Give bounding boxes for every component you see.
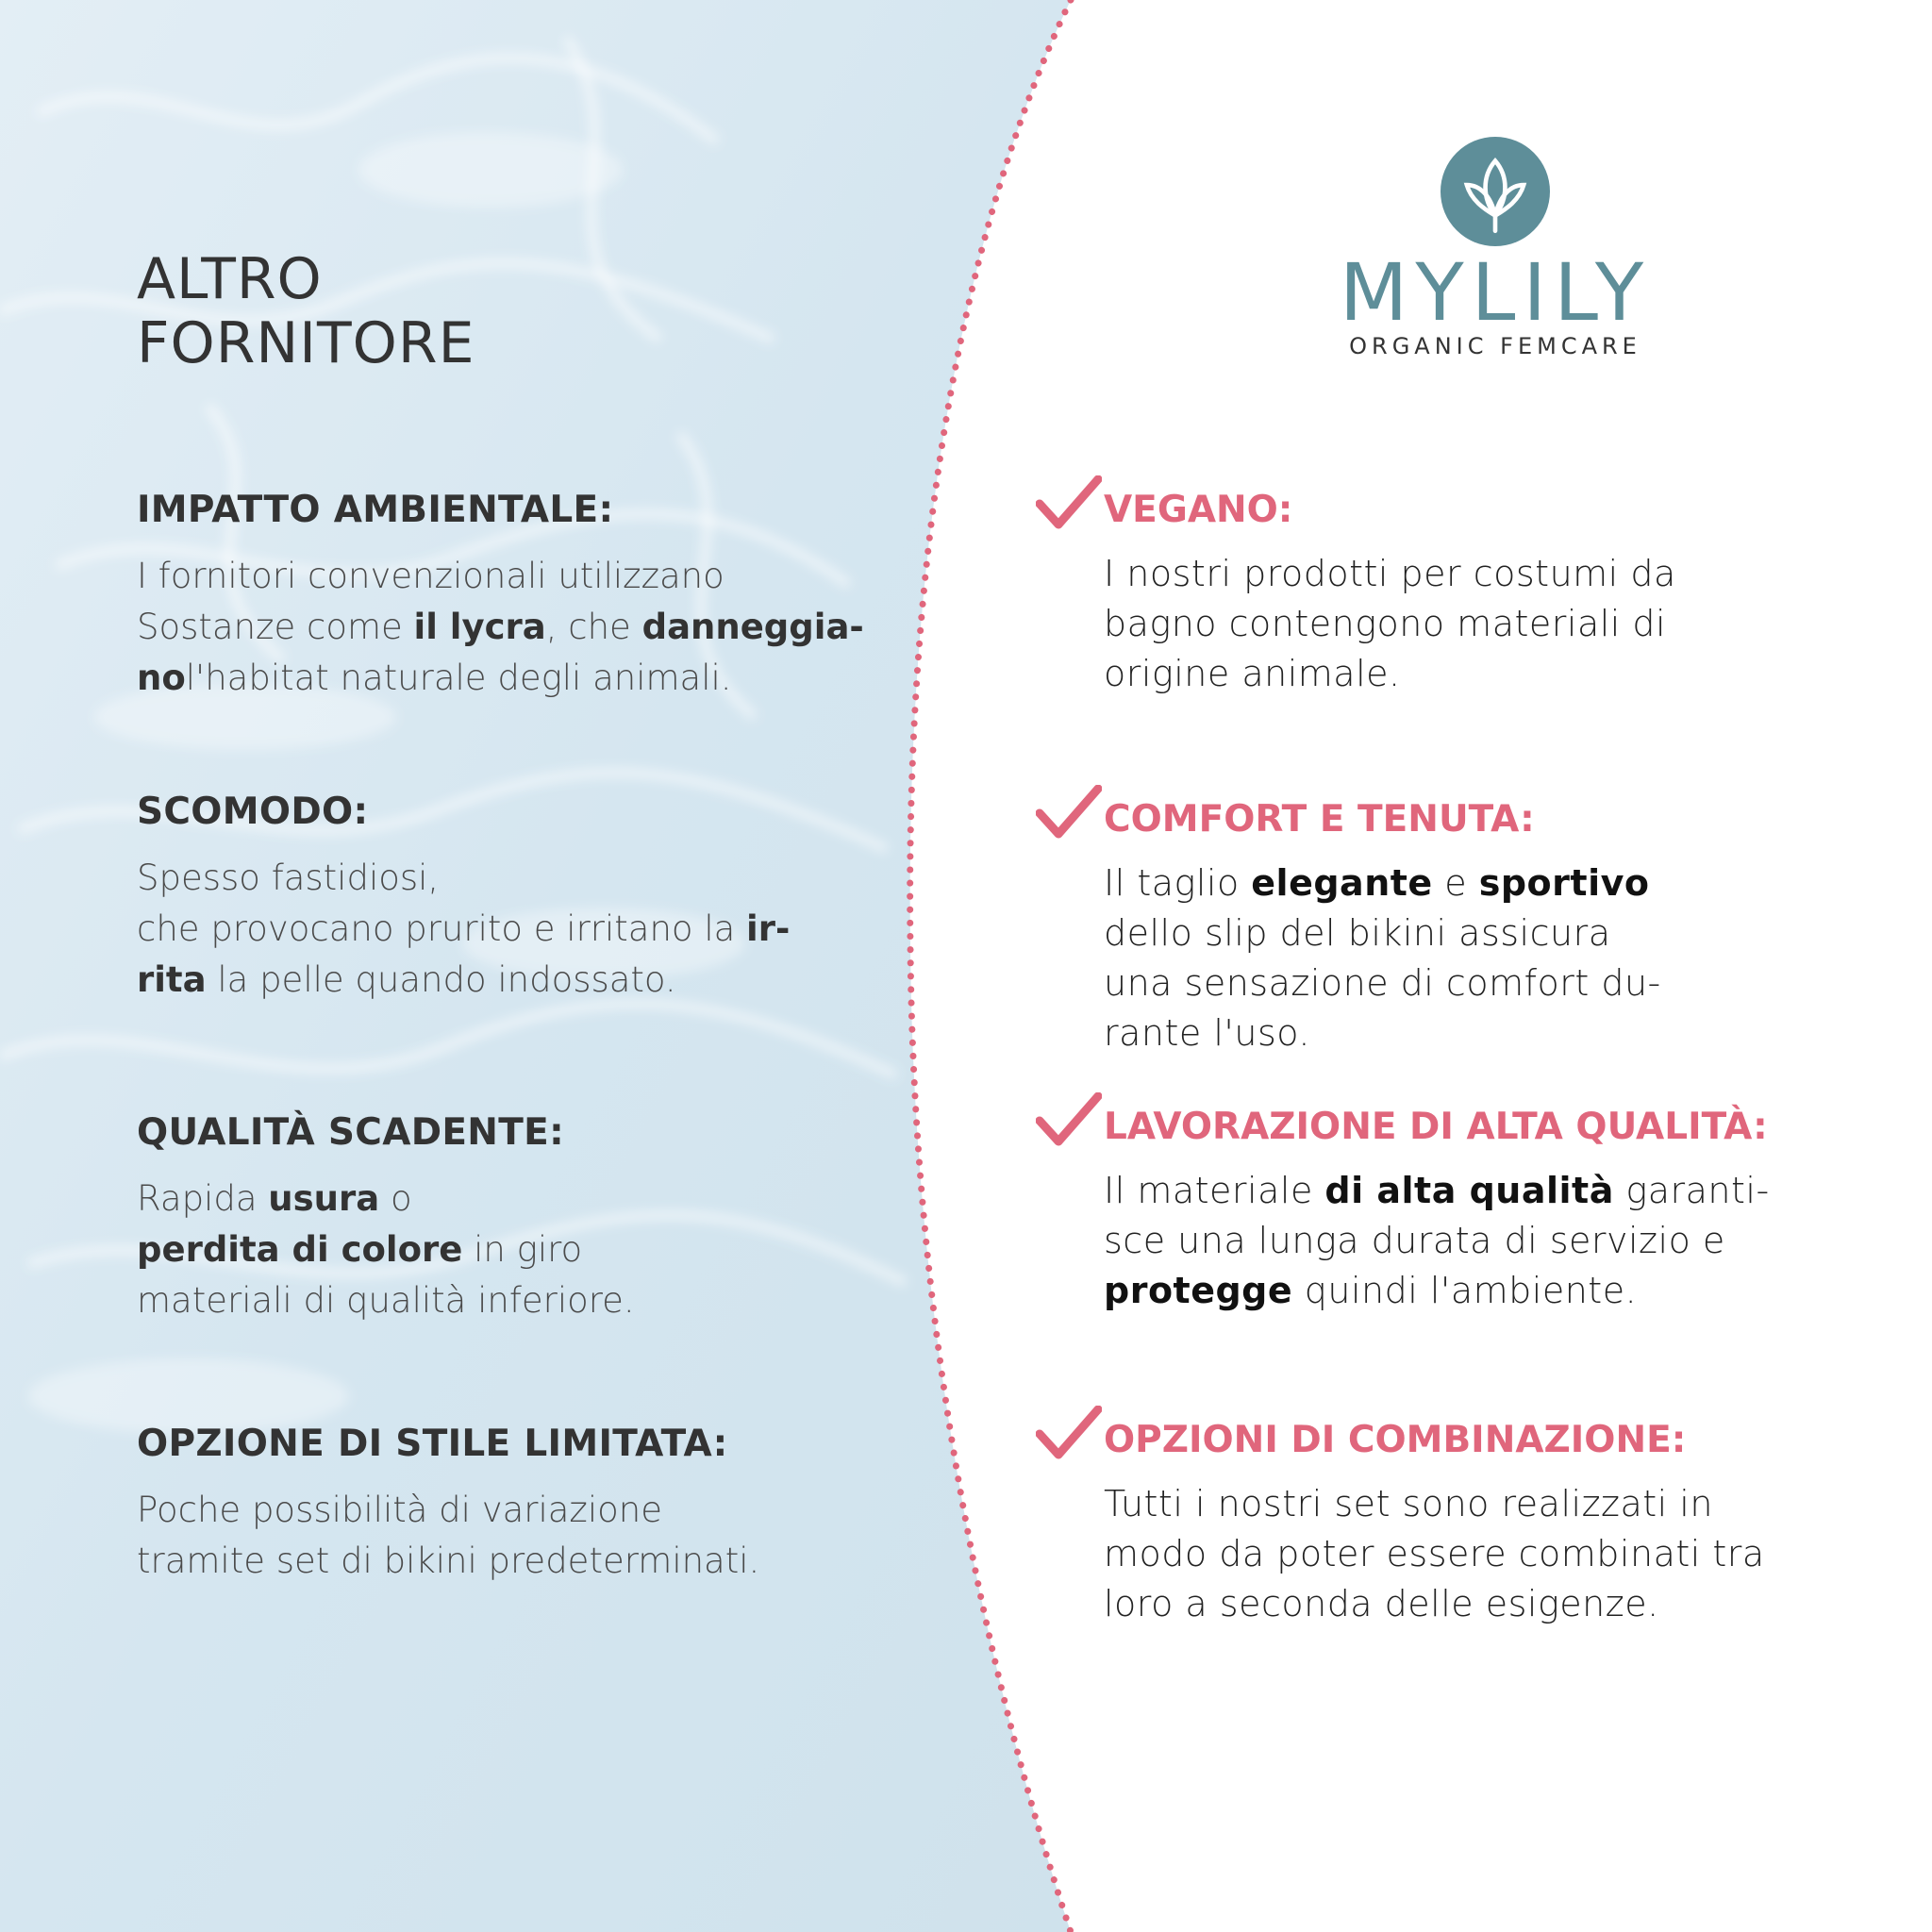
text-run: loro a seconda delle esigenze. [1104, 1583, 1659, 1624]
right-item-heading: COMFORT E TENUTA: [1104, 798, 1535, 841]
left-item-heading: IMPATTO AMBIENTALE: [137, 489, 614, 531]
text-run: in giro [462, 1229, 583, 1270]
text-run: I fornitori convenzionali utilizzano [137, 556, 724, 596]
text-run: I nostri prodotti per costumi da [1104, 553, 1676, 594]
left-item-heading: QUALITÀ SCADENTE: [137, 1111, 564, 1154]
right-item-heading: VEGANO: [1104, 489, 1293, 531]
text-run: e [1432, 862, 1479, 904]
checkmark-icon [1036, 1406, 1102, 1462]
text-line [1104, 1216, 1847, 1266]
text-run: materiali di qualità inferiore. [137, 1280, 635, 1321]
text-run: origine animale. [1104, 653, 1401, 694]
left-item-limited-style [137, 1423, 910, 1587]
bold-text: perdita di colore [137, 1229, 463, 1270]
text-line [137, 653, 910, 704]
bold-text: il lycra [413, 607, 546, 647]
text-run: Spesso fastidiosi, [137, 858, 440, 898]
text-line [1104, 1008, 1847, 1058]
left-item-body [137, 1174, 910, 1326]
bold-text: sportivo [1478, 862, 1650, 904]
brand-subtitle: ORGANIC FEMCARE [1349, 333, 1641, 359]
text-run: sce una lunga durata di servizio e [1104, 1220, 1725, 1261]
bold-text: protegge [1104, 1270, 1293, 1311]
text-line [137, 1174, 910, 1224]
bold-text: no [137, 658, 186, 698]
right-item-comfort [1036, 798, 1847, 1058]
brand-name: MYLILY [1339, 246, 1652, 339]
lotus-leaf-icon [1441, 137, 1550, 246]
text-line [1104, 908, 1847, 958]
text-run: l'habitat naturale degli animali. [185, 658, 732, 698]
checkmark-icon [1036, 785, 1102, 841]
bold-text: ir- [746, 908, 791, 949]
left-item-body [137, 1485, 910, 1587]
text-run: Poche possibilità di variazione [137, 1490, 662, 1530]
text-line [1104, 958, 1847, 1008]
text-run: o [379, 1178, 412, 1219]
text-line [137, 602, 910, 653]
text-run: rante l'uso. [1104, 1012, 1310, 1054]
left-item-environment [137, 489, 910, 704]
text-line [1104, 599, 1847, 649]
text-run: modo da poter essere combinati tra [1104, 1533, 1765, 1574]
bold-text: rita [137, 959, 207, 1000]
left-item-body [137, 853, 910, 1006]
text-line [137, 955, 910, 1006]
right-item-heading: LAVORAZIONE DI ALTA QUALITÀ: [1104, 1106, 1768, 1148]
text-line [137, 1224, 910, 1275]
left-title [137, 247, 797, 375]
left-title-line2: FORNITORE [137, 310, 475, 376]
right-item-heading: OPZIONI DI COMBINAZIONE: [1104, 1419, 1687, 1461]
text-run: una sensazione di comfort du- [1104, 962, 1661, 1004]
bold-text: danneggia- [641, 607, 864, 647]
text-run: garanti- [1613, 1170, 1770, 1211]
text-run: Il taglio [1104, 862, 1252, 904]
right-item-body [1104, 858, 1847, 1058]
text-run: , che [545, 607, 642, 647]
text-run: quindi l'ambiente. [1292, 1270, 1638, 1311]
right-item-combination [1036, 1419, 1847, 1629]
left-item-poor-quality [137, 1111, 910, 1326]
text-run: Sostanze come [137, 607, 414, 647]
text-line [1104, 1266, 1847, 1316]
text-line [137, 1275, 910, 1326]
bold-text: usura [268, 1178, 380, 1219]
text-run: Tutti i nostri set sono realizzati in [1104, 1483, 1713, 1524]
bold-text: elegante [1251, 862, 1433, 904]
right-item-body [1104, 1166, 1847, 1316]
text-run: Rapida [137, 1178, 269, 1219]
text-line [1104, 1479, 1847, 1529]
text-run: tramite set di bikini predeterminati. [137, 1541, 760, 1581]
right-item-body [1104, 1479, 1847, 1629]
text-line [137, 1485, 910, 1536]
text-line [137, 904, 910, 955]
text-run: che provocano prurito e irritano la [137, 908, 747, 949]
text-run: la pelle quando indossato. [206, 959, 676, 1000]
text-line [1104, 1529, 1847, 1579]
text-run: bagno contengono materiali di [1104, 603, 1667, 644]
right-item-vegan [1036, 489, 1847, 699]
left-item-uncomfortable [137, 791, 910, 1006]
text-run: Il materiale [1104, 1170, 1325, 1211]
checkmark-icon [1036, 1092, 1102, 1149]
right-item-body [1104, 549, 1847, 699]
text-line [1104, 649, 1847, 699]
text-line [1104, 858, 1847, 908]
left-title-line1: ALTRO [137, 246, 323, 312]
text-line [1104, 1166, 1847, 1216]
left-item-heading: OPZIONE DI STILE LIMITATA: [137, 1423, 728, 1465]
text-line [137, 853, 910, 904]
text-line [1104, 1579, 1847, 1629]
text-line [137, 1536, 910, 1587]
left-item-body [137, 551, 910, 704]
right-item-quality [1036, 1106, 1847, 1316]
checkmark-icon [1036, 475, 1102, 532]
left-item-heading: SCOMODO: [137, 791, 369, 833]
text-run: dello slip del bikini assicura [1104, 912, 1611, 954]
text-line [137, 551, 910, 602]
text-line [1104, 549, 1847, 599]
bold-text: di alta qualità [1324, 1170, 1614, 1211]
